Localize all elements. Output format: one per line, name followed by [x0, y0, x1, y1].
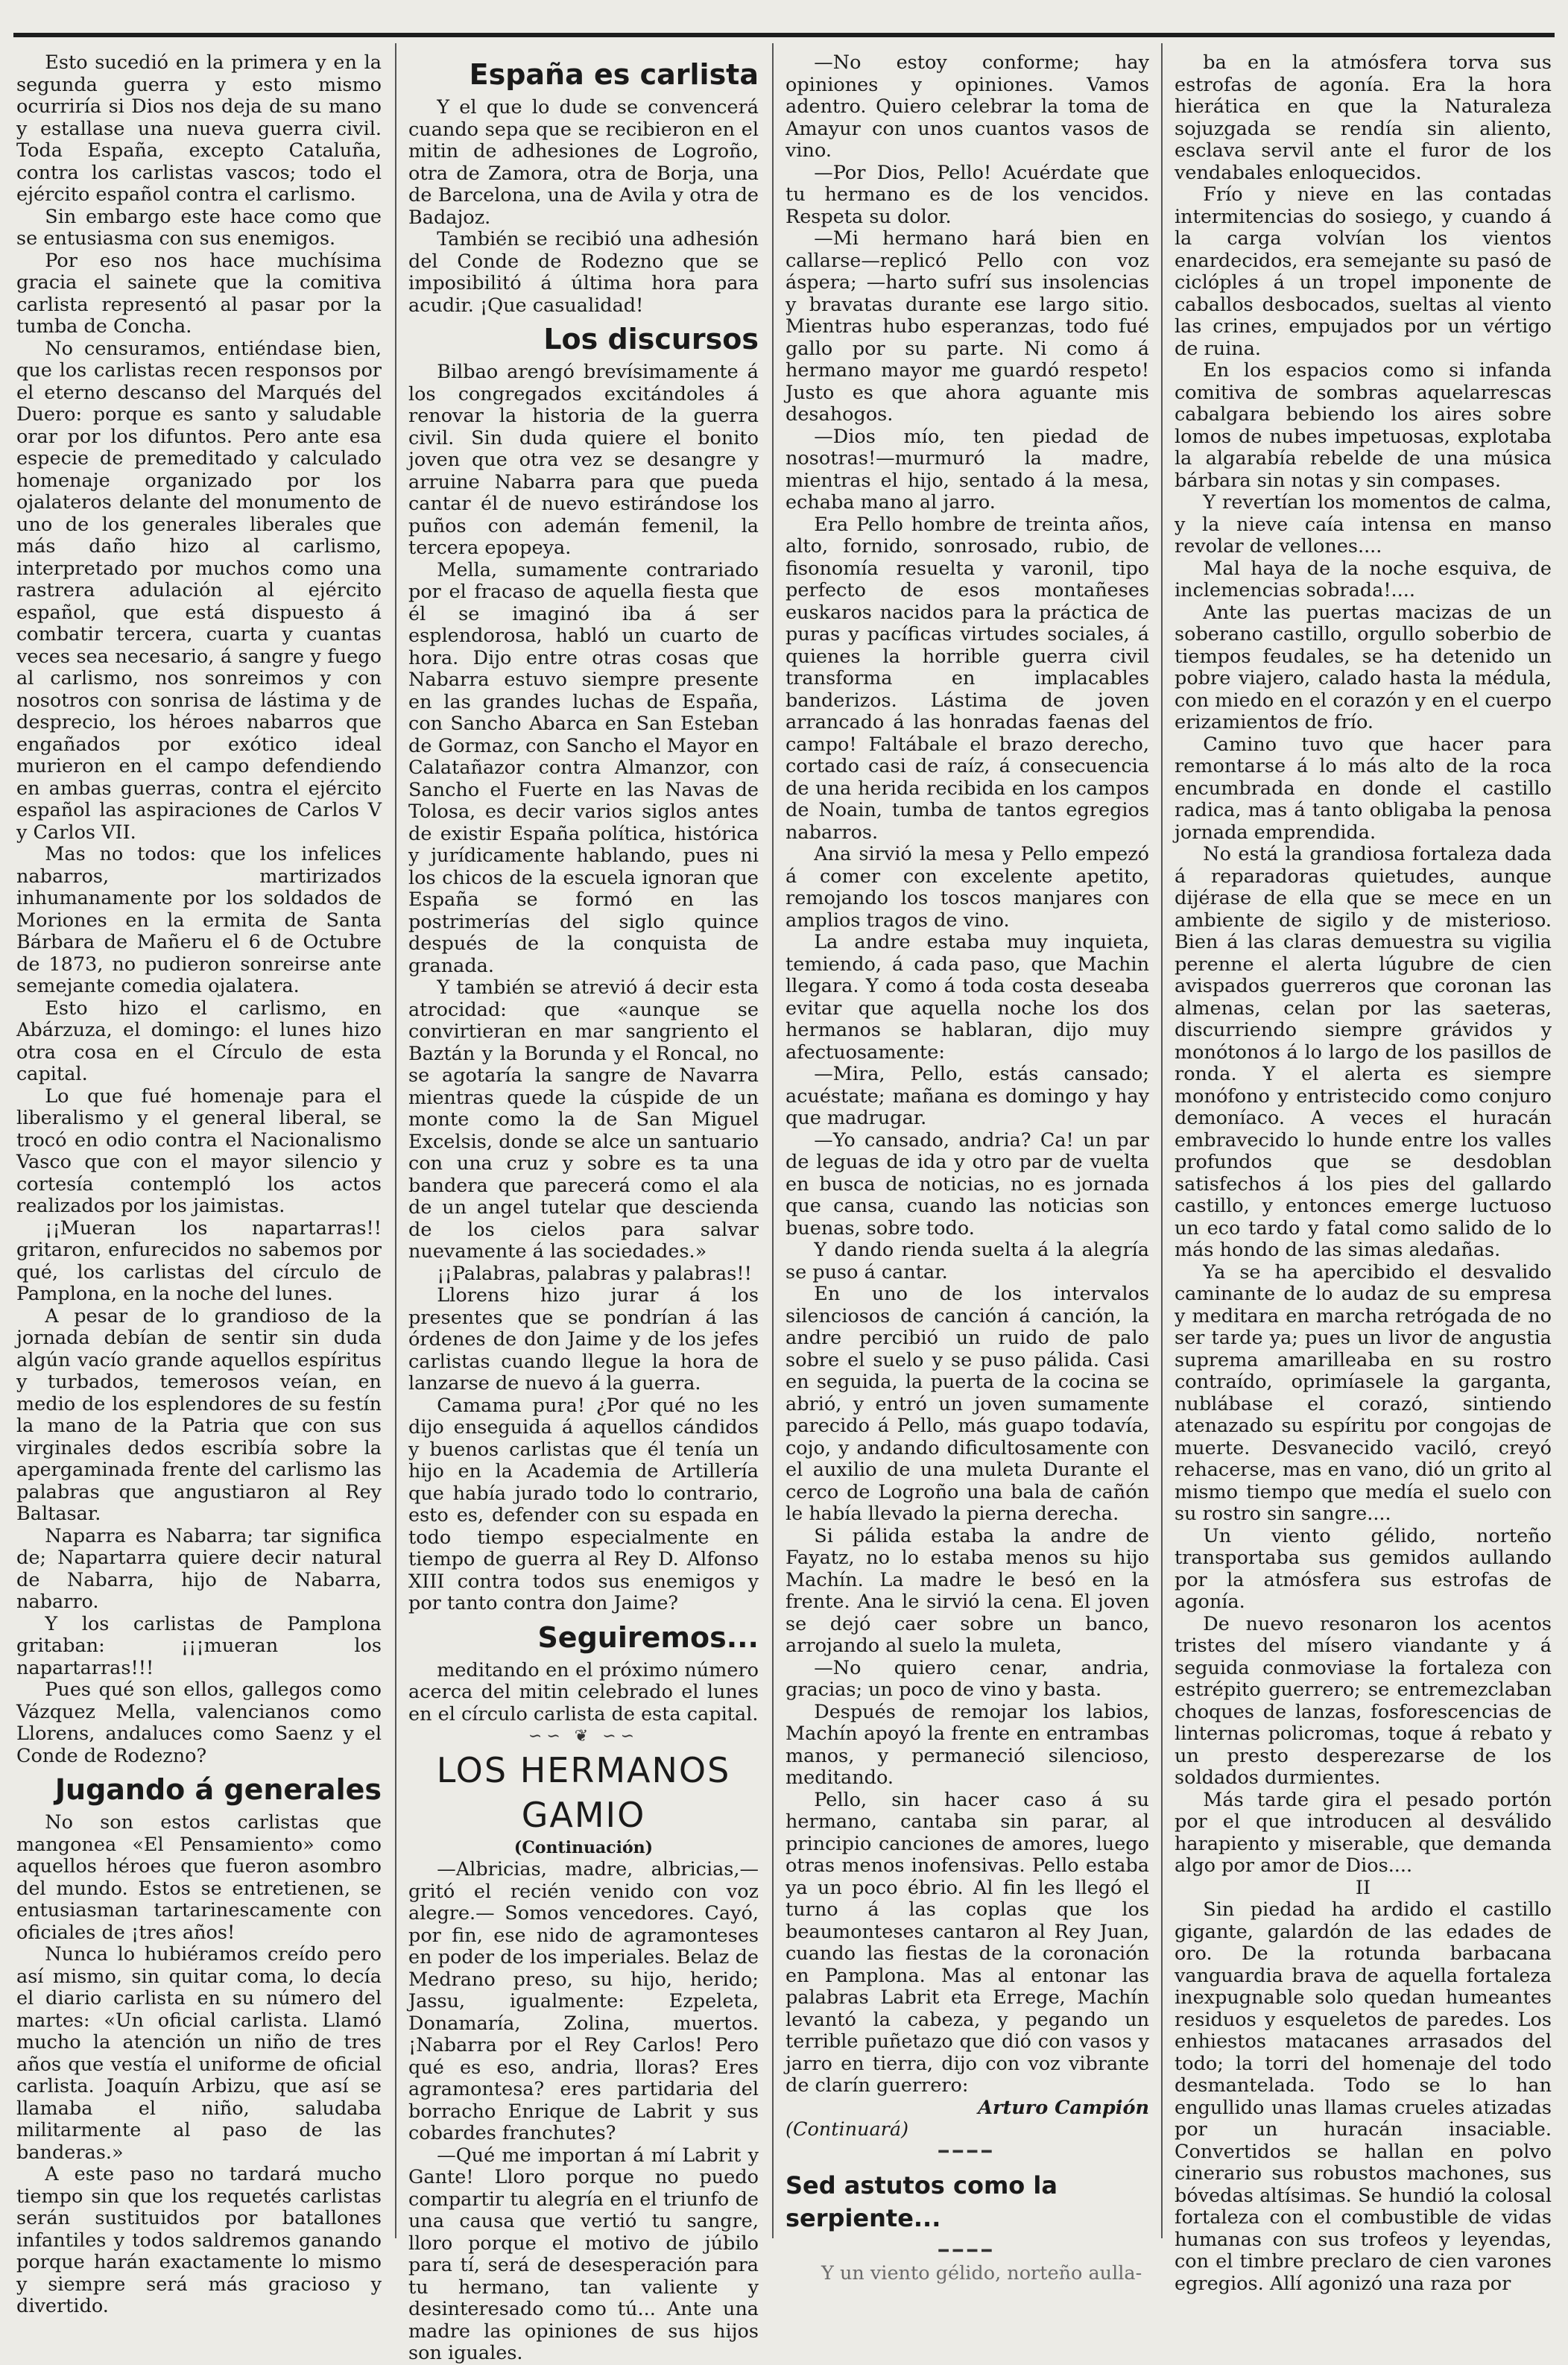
paragraph: Lo que fué homenaje para el liberalismo y el general liberal, se trocó en odio contra el Nacionalismo Vasco que con el mayor silencio y cortesía contempló los actos realizados por los jaimistas. [16, 1084, 382, 1217]
paragraph: Ya se ha apercibido el desvalido caminante de lo audaz de su empresa y meditara en marcha retrógada de no ser tarde ya; pues un livor de angustia suprema amarilleaba en su rostro contraído, oprimíasele la garganta, nublábase el corazó, sintiendo atenazado su espíritu por congojas de muerte. Desvanecido vaciló, creyó rehacerse, mas en vano, dió un grito al mismo tiempo que medía el suelo con su rostro sin sangre.... [1175, 1260, 1552, 1525]
paragraph: ¡¡Mueran los napartarras!! gritaron, enfurecidos no sabemos por qué, los carlistas del círculo de Pamplona, en la noche del lunes. [16, 1216, 382, 1305]
paragraph: —Por Dios, Pello! Acuérdate que tu hermano es de los vencidos. Respeta su dolor. [785, 161, 1149, 228]
continued-note: (Continuará) [785, 2118, 909, 2141]
paragraph: —Mira, Pello, estás cansado; acuéstate; mañana es domingo y hay que madrugar. [785, 1063, 1149, 1129]
column-3 [785, 51, 1149, 2285]
column-4-body [1175, 52, 1552, 1878]
paragraph: ba en la atmósfera torva sus estrofas de agonía. Era la hora hierática en que la Naturaleza sojuzgada se rendía sin aliento, esclava servil ante el furor de los vendabales enloquecidos. [1175, 51, 1552, 184]
heading-los-discursos: Los discursos [543, 323, 759, 356]
paragraph: La andre estaba muy inquieta, temiendo, á cada paso, que Machin llegara. Y como á toda costa deseaba evitar que aquella noche los dos hermanos se hablaran, dijo muy afectuosamente: [785, 931, 1149, 1064]
paragraph: También se recibió una adhesión del Conde de Rodezno que se imposibilitó á última hora para acudir. ¡Que casualidad! [408, 228, 759, 317]
column-1-body [16, 52, 382, 1767]
paragraph: Esto hizo el carlismo, en Abárzuza, el domingo: el lunes hizo otra cosa en el Círculo de esta capital. [16, 997, 382, 1085]
paragraph: Nunca lo hubiéramos creído pero así mismo, sin quitar coma, lo decía el diario carlista en su número del martes: «Un oficial carlista. Llamó mucho la atención un niño de tres años que vestía el uniforme de oficial carlista. Joaquín Arbizu, que así se llamaba el niño, saludaba militarmente al paso de las banderas.» [16, 1943, 382, 2164]
paragraph: Mas no todos: que los infelices nabarros, martirizados inhumanamente por los soldados de Moriones en la ermita de Santa Bárbara de Mañeru el 6 de Octubre de 1873, no pudieron sonreirse ante semejante comedia ojalatera. [16, 843, 382, 997]
paragraph: Pues qué son ellos, gallegos como Vázquez Mella, valencianos como Llorens, andaluces como Saenz y el Conde de Rodezno? [16, 1679, 382, 1767]
ornament: ━━━━ [938, 2242, 996, 2261]
column-1-body-after [16, 1812, 382, 2318]
heading-sed-astutos: Sed astutos como la serpiente... [785, 2171, 1058, 2232]
paragraph: ¡¡Palabras, palabras y palabras!! [437, 1262, 752, 1285]
paragraph: Y también se atrevió á decir esta atrocidad: que «aunque se convirtieran en mar sangriento el Baztán y la Borunda y el Roncal, no se agotaría la sangre de Navarra mientras quede la cúspide de un monte como la de San Miguel Excelsis, donde se alce un santuario con una cruz y sobre es ta una bandera que parecerá como el ala de un angel tutelar que descienda de los cielos para salvar nuevamente á las sociedades.» [408, 976, 759, 1263]
paragraph: Y el que lo dude se convencerá cuando sepa que se recibieron en el mitin de adhesiones de Logroño, otra de Zamora, otra de Borja, una de Barcelona, una de Avila y otra de Badajoz. [408, 96, 759, 229]
paragraph: meditando en el próximo número acerca del mitin celebrado el lunes en el círculo carlista de esta capital. [408, 1658, 759, 1725]
section-los-discursos [408, 361, 759, 1615]
paragraph: No censuramos, entiéndase bien, que los carlistas recen responsos por el eterno descanso del Marqués del Duero: porque es santo y saludable orar por los difuntos. Pero ante esa especie de premeditado y calculado homenaje organizado por los ojalateros delante del monumento de uno de los generales liberales que más daño hizo al carlismo, interpretado por muchos como una rastrera adulación al ejército español, que está dispuesto á combatir tercera, cuarta y cuantas veces sea necesario, á sangre y fuego al carlismo, nos sonreimos y con nosotros con sonrisa de lástima y de desprecio, los héroes nabarros que engañados por exótico ideal murieron en el campo defendiendo en ambas guerras, contra el ejército español las aspiraciones de Carlos V y Carlos VII. [16, 337, 382, 844]
paragraph: Camama pura! ¿Por qué no les dijo enseguida á aquellos cándidos y buenos carlistas que él tenía un hijo en la Academia de Artillería que había jurado todo lo contrario, esto es, defender con su espada en todo tiempo especialmente en tiempo de guerra al Rey D. Alfonso XIII contra todos sus enemigos y por tanto contra don Jaime? [408, 1394, 759, 1614]
paragraph: Bilbao arengó brevísimamente á los congregados excitándoles á renovar la historia de la guerra civil. Sin duda quiere el bonito joven que otra vez se desangre y arruine Nabarra para que pueda cantar él de nuevo estirándose los puños con ademán femenil, la tercera epopeya. [408, 361, 759, 559]
paragraph: A pesar de lo grandioso de la jornada debían de sentir sin duda algún vacío grande aquellos espíritus y turbados, temerosos veían, en medio de los esplendores de su festín la mano de la Patria que con sus virginales dedos escribía sobre la apergaminada frente del carlismo las palabras que angustiaron al Rey Baltasar. [16, 1304, 382, 1525]
top-rule [13, 33, 1555, 37]
paragraph: —Albricias, madre, albricias,—gritó el recién venido con voz alegre.— Somos vencedores. Cayó, por fin, ese nido de agramonteses en poder de los imperiales. Belaz de Medrano preso, su hijo, herido; Jassu, igualmente: Ezpeleta, Donamaría, Zolina, muertos. ¡Nabarra por el Rey Carlos! Pero qué es eso, andria, lloras? Eres agramontesa? eres partidaria del borracho Enrique de Labrit y sus cobardes franchutes? [408, 1858, 759, 2144]
paragraph: —Yo cansado, andria? Ca! un par de leguas de ida y otro par de vuelta en busca de noticias, no es jornada que cansa, cuando las noticias son buenas, sobre todo. [785, 1128, 1149, 1240]
paragraph: En los espacios como si infanda comitiva de sombras aquelarrescas cabalgara bebiendo los aires sobre lomos de nubes impetuosas, explotaba la algarabía rebelde de una música bárbara sin notas y sin compases. [1175, 359, 1552, 492]
paragraph: Mella, sumamente contrariado por el fracaso de aquella fiesta que él se imaginó iba á ser esplendorosa, habló un cuarto de hora. Dijo entre otras cosas que Nabarra estuvo siempre presente en las grandes luchas de España, con Sancho Abarca en San Esteban de Gormaz, con Sancho el Mayor en Calatañazor contra Almanzor, con Sancho el Fuerte en las Navas de Tolosa, es decir varios siglos antes de existir España política, histórica y jurídicamente hablando, pues ni los chicos de la escuela ignoran que España se formó en las postrimerías del siglo quince después de la conquista de granada. [408, 558, 759, 977]
paragraph: Y dando rienda suelta á la alegría se puso á cantar. [785, 1239, 1149, 1283]
paragraph: Ante las puertas macizas de un soberano castillo, orgullo soberbio de tiempos feudales, se ha detenido un pobre viajero, calado hasta la médula, con miedo en el corazón y en el cuerpo erizamientos de frío. [1175, 601, 1552, 733]
author-signature: Arturo Campión [978, 2096, 1149, 2119]
paragraph: Era Pello hombre de treinta años, alto, fornido, sonrosado, rubio, de fisonomía resuelta y varonil, tipo perfecto de esos montañeses euskaros nacidos para la práctica de puras y pacíficas virtudes sociales, á quienes la horrible guerra civil transforma en implacables banderizos. Lástima de joven arrancado á las honradas faenas del campo! Faltábale el brazo derecho, cortado casi de raíz, á consecuencia de una herida recibida en los campos de Noain, tumba de tantos egregios nabarros. [785, 513, 1149, 844]
serial-title: LOS HERMANOS GAMIO [436, 1749, 731, 1835]
section-seguiremos [408, 1660, 759, 1726]
paragraph: No son estos carlistas que mangonea «El Pensamiento» como aquellos héroes que fueron asombro del mundo. Estos se entretienen, se entusiasman tartarinescamente con oficiales de ¡tres años! [16, 1811, 382, 1944]
section-number: II [1355, 1876, 1371, 1899]
paragraph: Camino tuvo que hacer para remontarse á lo más alto de la roca encumbrada en donde el castillo radica, mas á tanto obligaba la penosa jornada emprendida. [1175, 733, 1552, 844]
paragraph: Esto sucedió en la primera y en la segunda guerra y esto mismo ocurriría si Dios nos deja de su mano y estallase una nueva guerra civil. Toda España, excepto Cataluña, contra los carlistas vascos; todo el ejército español contra el carlismo. [16, 51, 382, 206]
section-espana-es-carlista [408, 97, 759, 317]
column-4 [1175, 51, 1552, 2295]
column-separator [395, 43, 396, 2238]
paragraph: Después de remojar los labios, Machín apoyó la frente en entrambas manos, y permaneció silencioso, meditando. [785, 1700, 1149, 1789]
paragraph: En uno de los intervalos silenciosos de canción á canción, la andre percibió un ruido de palo sobre el suelo y se puso pálida. Casi en seguida, la puerta de la cocina se abrió, y entró un joven sumamente parecido á Pello, más guapo todavía, cojo, y andando dificultosamente con el auxilio de una muleta Durante el cerco de Logroño una bala de cañón le había llevado la pierna derecha. [785, 1283, 1149, 1525]
column-3-tail: Y un viento gélido, norteño aulla- [821, 2261, 1142, 2285]
paragraph: Sin embargo este hace como que se entusiasma con sus enemigos. [16, 205, 382, 250]
column-1 [16, 51, 382, 2317]
paragraph: Mal haya de la noche esquiva, de inclemencias sobrada!.... [1175, 557, 1552, 601]
column-4-body-after [1175, 1899, 1552, 2295]
paragraph: Por eso nos hace muchísima gracia el sainete que la comitiva carlista representó al pasar por la tumba de Concha. [16, 249, 382, 338]
column-3-body [785, 52, 1149, 2097]
paragraph: No está la grandiosa fortaleza dada á reparadoras quietudes, aunque dijérase de ella que se mece en un ambiente de sigilo y de misterioso. Bien á las claras demuestra su vigilia perenne el alerta lúgubre de cien avispados guerreros que coronan las almenas, celan por las saeteras, discurriendo siempre grávidos y monótonos á lo largo de los pasillos de ronda. Y el alerta es siempre monófono y entristecido como conjuro demoníaco. A veces el huracán embravecido lo hunde entre los valles profundos que se desdoblan satisfechos á los pies del gallardo castillo, y entonces emerge luctuoso un eco tardo y fatal como salido de lo más hondo de las simas aledañas. [1175, 843, 1552, 1261]
paragraph: Si pálida estaba la andre de Fayatz, no lo estaba menos su hijo Machín. La madre le besó en la frente. Ana le sirvió la cena. El joven se dejó caer sobre un banco, arrojando al suelo la muleta, [785, 1524, 1149, 1657]
ornament: ━━━━ [938, 2142, 996, 2162]
serial-subtitle: (Continuación) [513, 1837, 654, 1857]
paragraph: Sin piedad ha ardido el castillo gigante, galardón de las edades de oro. De la rotunda barbacana vanguardia brava de aquella fortaleza inexpugnable solo quedan humeantes residuos y esqueletos de paredes. Los enhiestos matacanes arrasados del todo; la torri del homenaje del todo desmantelada. Todo se lo han engullido unas llamas crueles atizadas por un huracán insaciable. Convertidos se hallan en polvo cinerario sus robustos machones, sus bóvedas altísimas. Se hundió la colosal fortaleza con el combustible de vidas humanas con sus trofeos y leyendas, con el timbre preclaro de cien varones egregios. Allí agonizó una raza por [1175, 1898, 1552, 2295]
paragraph: Llorens hizo jurar á los presentes que se pondrían á las órdenes de don Jaime y de los jefes carlistas cuando llegue la hora de lanzarse de nuevo á la guerra. [408, 1284, 759, 1395]
column-separator [1161, 43, 1163, 2238]
paragraph: A este paso no tardará mucho tiempo sin que los requetés carlistas serán sustituidos por batallones infantiles y todos saldremos ganando porque harán exactamente lo mismo y siempre será más gracioso y divertido. [16, 2163, 382, 2317]
paragraph: Frío y nieve en las contadas intermitencias do sosiego, y cuando á la carga volvían los vientos enardecidos, era semejante su pasó de ciclóples á un tropel imponente de caballos desbocados, sueltas al viento las crines, empujados por un vértigo de ruina. [1175, 183, 1552, 360]
column-separator [772, 43, 774, 2238]
paragraph: Ana sirvió la mesa y Pello empezó á comer con excelente apetito, remojando los toscos manjares con amplios tragos de vino. [785, 843, 1149, 932]
paragraph: Pello, sin hacer caso á su hermano, cantaba sin parar, al principio canciones de amores, luego otras menos inofensivas. Pello estaba ya un poco ébrio. Al fin les llegó el turno á las coplas que los beaumonteses cantaron al Rey Juan, cuando las fiestas de la coronación en Pamplona. Mas al entonar las palabras Labrit eta Errege, Machín levantó la cabeza, y pegando un terrible puñetazo que dió con vasos y jarro en tierra, dijo con voz vibrante de clarín guerrero: [785, 1788, 1149, 2097]
ornament: ∽∽ ❦ ∽∽ [528, 1727, 639, 1746]
heading-jugando-a-generales: Jugando á generales [54, 1773, 382, 1806]
paragraph: —Mi hermano hará bien en callarse—replicó Pello con voz áspera; —harto sufrí sus insolencias y bravatas durante ese largo sitio. Mientras hubo esperanzas, todo fué gallo por su parte. Ni como á hermano mayor me guardó respeto! Justo es que ahora aguante mis desahogos. [785, 227, 1149, 426]
serial-body [408, 1859, 759, 2365]
paragraph: De nuevo resonaron los acentos tristes del mísero viandante y á seguida conmoviase la fortaleza con estrépito guerrero; se entremezclaban choques de lanzas, fosforescencias de linternas policromas, toque á rebato y un presto desperezarse de los soldados durmientes. [1175, 1612, 1552, 1789]
paragraph: Un viento gélido, norteño transportaba sus gemidos aullando por la atmósfera sus estrofas de agonía. [1175, 1524, 1552, 1613]
column-2 [408, 52, 759, 2364]
heading-espana-es-carlista: España es carlista [469, 58, 759, 91]
paragraph: —Qué me importan á mí Labrit y Gante! Lloro porque no puedo compartir tu alegría en el triunfo de una causa que vertió tu sangre, lloro porque el motivo de júbilo para tí, será de desesperación para tu hermano, tan valiente y desinteresado como tú... Ante una madre las opiniones de sus hijos son iguales. [408, 2144, 759, 2364]
paragraph: Naparra es Nabarra; tar significa de; Napartarra quiere decir natural de Nabarra, hijo de Nabarra, nabarro. [16, 1524, 382, 1613]
paragraph: —No quiero cenar, andria, gracias; un poco de vino y basta. [785, 1656, 1149, 1701]
paragraph: —Dios mío, ten piedad de nosotras!—murmuró la madre, mientras el hijo, sentado á la mesa, echaba mano al jarro. [785, 425, 1149, 514]
paragraph: —No estoy conforme; hay opiniones y opiniones. Vamos adentro. Quiero celebrar la toma de Amayur con unos cuantos vasos de vino. [785, 51, 1149, 162]
paragraph: Y revertían los momentos de calma, y la nieve caía intensa en manso revolar de vellones.... [1175, 491, 1552, 558]
heading-seguiremos: Seguiremos... [537, 1620, 759, 1654]
paragraph: Más tarde gira el pesado portón por el que introducen al desválido harapiento y miserable, que demanda algo por amor de Dios.... [1175, 1788, 1552, 1877]
paragraph: Y los carlistas de Pamplona gritaban: ¡¡¡mueran los napartarras!!! [16, 1612, 382, 1679]
